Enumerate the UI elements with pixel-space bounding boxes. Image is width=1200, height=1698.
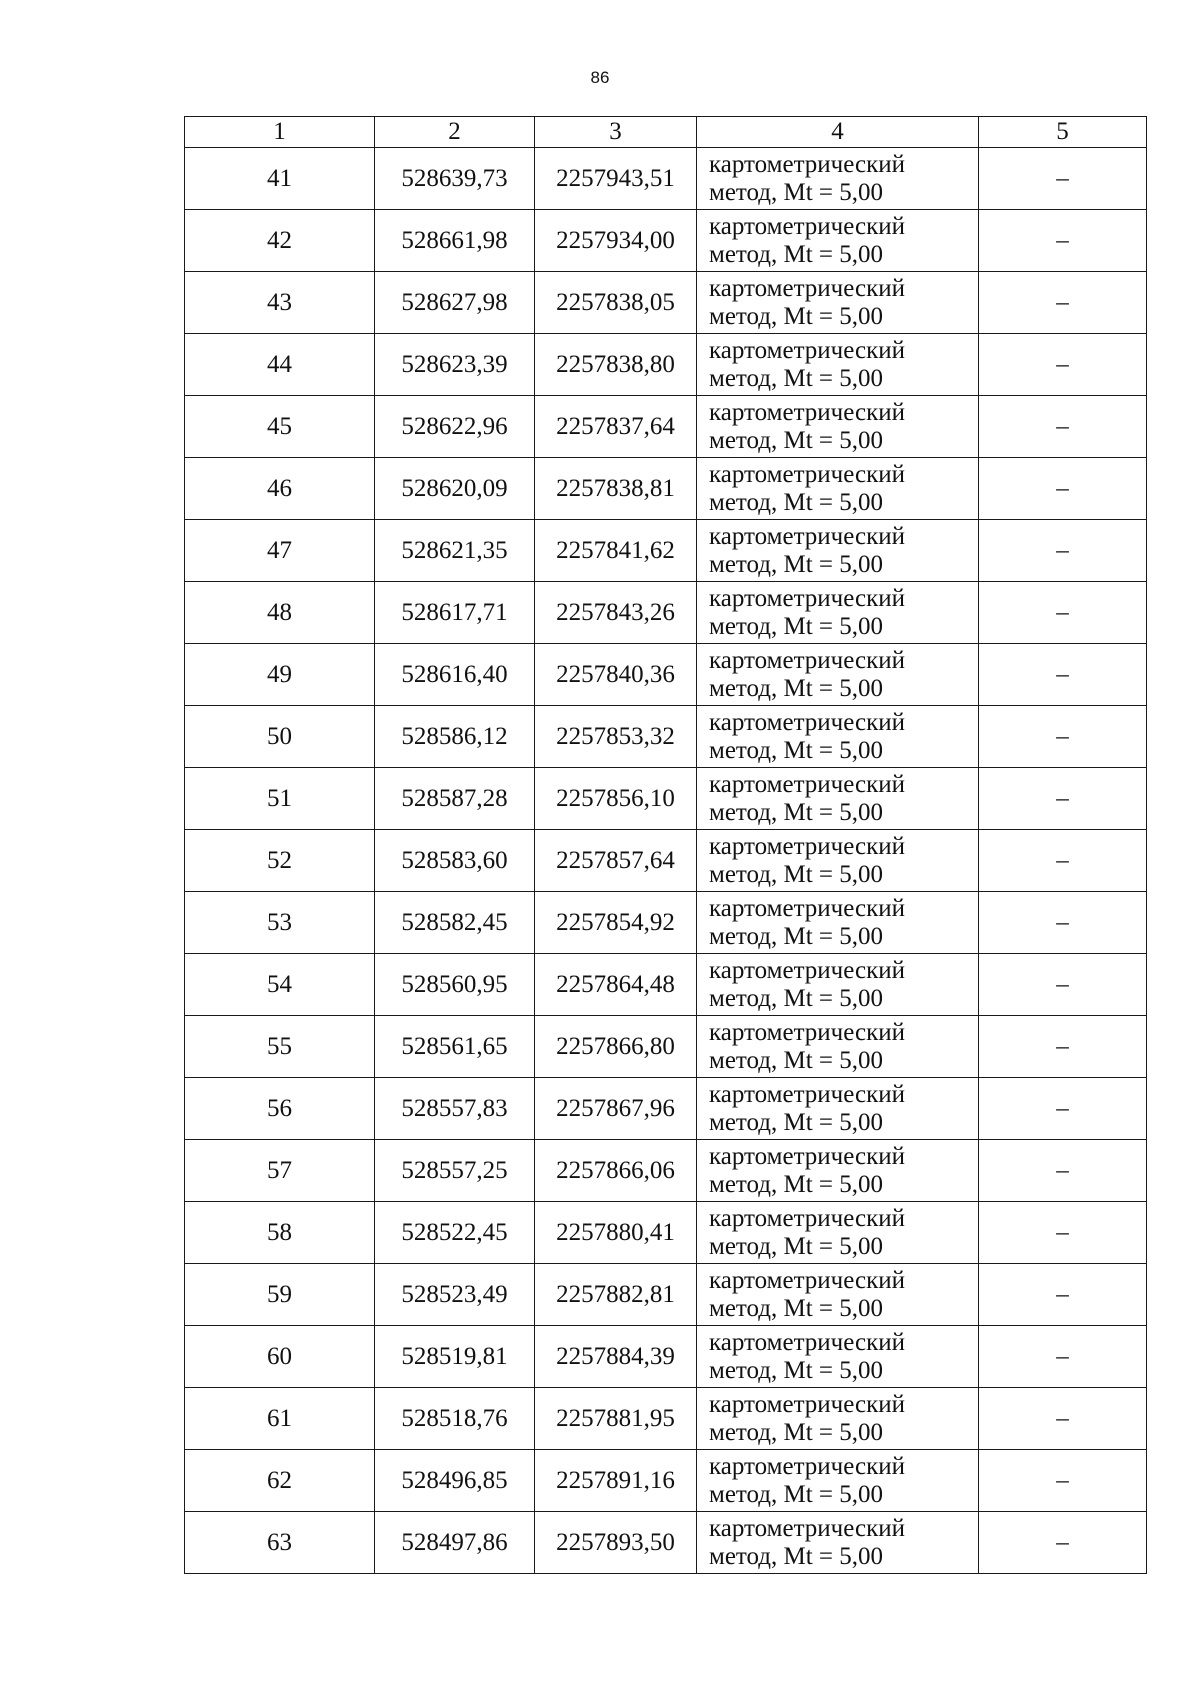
method-cell xyxy=(697,892,979,954)
x-coordinate-cell: 528623,39 xyxy=(375,334,535,396)
method-cell xyxy=(697,768,979,830)
table-row xyxy=(185,644,1147,706)
method-accuracy: метод, Mt = 5,00 xyxy=(709,798,884,826)
method-name: картометрический xyxy=(709,336,905,364)
method-cell xyxy=(697,582,979,644)
table-row xyxy=(185,706,1147,768)
method-name: картометрический xyxy=(709,398,905,426)
method-accuracy: метод, Mt = 5,00 xyxy=(709,922,884,950)
x-coordinate-cell: 528586,12 xyxy=(375,706,535,768)
method-name: картометрический xyxy=(709,274,905,302)
x-coordinate-cell: 528496,85 xyxy=(375,1450,535,1512)
table-row xyxy=(185,954,1147,1016)
column-header: 2 xyxy=(375,117,535,148)
y-coordinate-cell: 2257934,00 xyxy=(535,210,697,272)
note-cell: – xyxy=(979,1078,1147,1140)
note-cell: – xyxy=(979,334,1147,396)
method-accuracy: метод, Mt = 5,00 xyxy=(709,1046,884,1074)
y-coordinate-cell: 2257843,26 xyxy=(535,582,697,644)
note-cell: – xyxy=(979,1388,1147,1450)
point-number-cell: 43 xyxy=(185,272,375,334)
method-cell xyxy=(697,644,979,706)
x-coordinate-cell: 528518,76 xyxy=(375,1388,535,1450)
table-row xyxy=(185,334,1147,396)
column-header: 1 xyxy=(185,117,375,148)
table-row xyxy=(185,396,1147,458)
table-row xyxy=(185,272,1147,334)
method-name: картометрический xyxy=(709,646,905,674)
method-cell xyxy=(697,210,979,272)
table-row xyxy=(185,1264,1147,1326)
x-coordinate-cell: 528561,65 xyxy=(375,1016,535,1078)
table-row xyxy=(185,1016,1147,1078)
method-name: картометрический xyxy=(709,1142,905,1170)
y-coordinate-cell: 2257838,80 xyxy=(535,334,697,396)
y-coordinate-cell: 2257880,41 xyxy=(535,1202,697,1264)
method-cell xyxy=(697,1078,979,1140)
point-number-cell: 55 xyxy=(185,1016,375,1078)
method-cell xyxy=(697,830,979,892)
x-coordinate-cell: 528621,35 xyxy=(375,520,535,582)
method-name: картометрический xyxy=(709,1266,905,1294)
note-cell: – xyxy=(979,1264,1147,1326)
method-accuracy: метод, Mt = 5,00 xyxy=(709,1418,884,1446)
note-cell: – xyxy=(979,1202,1147,1264)
note-cell: – xyxy=(979,830,1147,892)
note-cell: – xyxy=(979,1016,1147,1078)
method-name: картометрический xyxy=(709,1390,905,1418)
method-cell xyxy=(697,1512,979,1574)
point-number-cell: 47 xyxy=(185,520,375,582)
y-coordinate-cell: 2257881,95 xyxy=(535,1388,697,1450)
method-accuracy: метод, Mt = 5,00 xyxy=(709,364,884,392)
method-name: картометрический xyxy=(709,584,905,612)
y-coordinate-cell: 2257867,96 xyxy=(535,1078,697,1140)
method-cell xyxy=(697,396,979,458)
method-accuracy: метод, Mt = 5,00 xyxy=(709,488,884,516)
method-accuracy: метод, Mt = 5,00 xyxy=(709,674,884,702)
note-cell: – xyxy=(979,768,1147,830)
method-name: картометрический xyxy=(709,832,905,860)
column-header: 3 xyxy=(535,117,697,148)
point-number-cell: 46 xyxy=(185,458,375,520)
method-accuracy: метод, Mt = 5,00 xyxy=(709,1480,884,1508)
point-number-cell: 48 xyxy=(185,582,375,644)
method-cell xyxy=(697,1326,979,1388)
y-coordinate-cell: 2257866,80 xyxy=(535,1016,697,1078)
method-name: картометрический xyxy=(709,212,905,240)
method-name: картометрический xyxy=(709,150,905,178)
method-name: картометрический xyxy=(709,1080,905,1108)
point-number-cell: 56 xyxy=(185,1078,375,1140)
method-accuracy: метод, Mt = 5,00 xyxy=(709,1294,884,1322)
x-coordinate-cell: 528639,73 xyxy=(375,148,535,210)
note-cell: – xyxy=(979,1512,1147,1574)
method-name: картометрический xyxy=(709,1204,905,1232)
y-coordinate-cell: 2257864,48 xyxy=(535,954,697,1016)
note-cell: – xyxy=(979,644,1147,706)
method-cell xyxy=(697,954,979,1016)
table-row xyxy=(185,1078,1147,1140)
point-number-cell: 58 xyxy=(185,1202,375,1264)
note-cell: – xyxy=(979,520,1147,582)
method-cell xyxy=(697,458,979,520)
table-row xyxy=(185,830,1147,892)
note-cell: – xyxy=(979,396,1147,458)
method-name: картометрический xyxy=(709,460,905,488)
x-coordinate-cell: 528560,95 xyxy=(375,954,535,1016)
note-cell: – xyxy=(979,210,1147,272)
y-coordinate-cell: 2257838,05 xyxy=(535,272,697,334)
method-accuracy: метод, Mt = 5,00 xyxy=(709,240,884,268)
note-cell: – xyxy=(979,458,1147,520)
column-header: 5 xyxy=(979,117,1147,148)
note-cell: – xyxy=(979,148,1147,210)
table-row xyxy=(185,148,1147,210)
x-coordinate-cell: 528620,09 xyxy=(375,458,535,520)
method-accuracy: метод, Mt = 5,00 xyxy=(709,1170,884,1198)
y-coordinate-cell: 2257866,06 xyxy=(535,1140,697,1202)
table-row xyxy=(185,892,1147,954)
note-cell: – xyxy=(979,272,1147,334)
method-cell xyxy=(697,334,979,396)
method-accuracy: метод, Mt = 5,00 xyxy=(709,426,884,454)
y-coordinate-cell: 2257841,62 xyxy=(535,520,697,582)
method-name: картометрический xyxy=(709,1514,905,1542)
method-cell xyxy=(697,1202,979,1264)
method-name: картометрический xyxy=(709,1328,905,1356)
method-cell xyxy=(697,1264,979,1326)
x-coordinate-cell: 528627,98 xyxy=(375,272,535,334)
y-coordinate-cell: 2257854,92 xyxy=(535,892,697,954)
method-accuracy: метод, Mt = 5,00 xyxy=(709,1542,884,1570)
x-coordinate-cell: 528622,96 xyxy=(375,396,535,458)
x-coordinate-cell: 528583,60 xyxy=(375,830,535,892)
note-cell: – xyxy=(979,1450,1147,1512)
x-coordinate-cell: 528661,98 xyxy=(375,210,535,272)
table-row xyxy=(185,1388,1147,1450)
method-cell xyxy=(697,1450,979,1512)
table-row xyxy=(185,520,1147,582)
point-number-cell: 45 xyxy=(185,396,375,458)
method-cell xyxy=(697,1016,979,1078)
x-coordinate-cell: 528616,40 xyxy=(375,644,535,706)
x-coordinate-cell: 528617,71 xyxy=(375,582,535,644)
method-accuracy: метод, Mt = 5,00 xyxy=(709,178,884,206)
method-cell xyxy=(697,1388,979,1450)
point-number-cell: 57 xyxy=(185,1140,375,1202)
method-accuracy: метод, Mt = 5,00 xyxy=(709,612,884,640)
table-header-row xyxy=(185,117,1147,148)
method-cell xyxy=(697,148,979,210)
method-cell xyxy=(697,1140,979,1202)
point-number-cell: 53 xyxy=(185,892,375,954)
table-row xyxy=(185,210,1147,272)
method-accuracy: метод, Mt = 5,00 xyxy=(709,1356,884,1384)
note-cell: – xyxy=(979,582,1147,644)
method-accuracy: метод, Mt = 5,00 xyxy=(709,302,884,330)
x-coordinate-cell: 528582,45 xyxy=(375,892,535,954)
y-coordinate-cell: 2257853,32 xyxy=(535,706,697,768)
table-row xyxy=(185,768,1147,830)
column-header: 4 xyxy=(697,117,979,148)
x-coordinate-cell: 528557,25 xyxy=(375,1140,535,1202)
point-number-cell: 59 xyxy=(185,1264,375,1326)
table-row xyxy=(185,582,1147,644)
y-coordinate-cell: 2257893,50 xyxy=(535,1512,697,1574)
method-accuracy: метод, Mt = 5,00 xyxy=(709,550,884,578)
note-cell: – xyxy=(979,954,1147,1016)
note-cell: – xyxy=(979,706,1147,768)
point-number-cell: 49 xyxy=(185,644,375,706)
table-row xyxy=(185,1202,1147,1264)
note-cell: – xyxy=(979,892,1147,954)
point-number-cell: 44 xyxy=(185,334,375,396)
table-row xyxy=(185,1326,1147,1388)
x-coordinate-cell: 528523,49 xyxy=(375,1264,535,1326)
x-coordinate-cell: 528522,45 xyxy=(375,1202,535,1264)
point-number-cell: 41 xyxy=(185,148,375,210)
y-coordinate-cell: 2257840,36 xyxy=(535,644,697,706)
table-row xyxy=(185,1140,1147,1202)
page-number: 86 xyxy=(590,68,610,87)
method-accuracy: метод, Mt = 5,00 xyxy=(709,736,884,764)
y-coordinate-cell: 2257837,64 xyxy=(535,396,697,458)
table-row xyxy=(185,1450,1147,1512)
method-cell xyxy=(697,272,979,334)
point-number-cell: 52 xyxy=(185,830,375,892)
x-coordinate-cell: 528557,83 xyxy=(375,1078,535,1140)
y-coordinate-cell: 2257856,10 xyxy=(535,768,697,830)
point-number-cell: 50 xyxy=(185,706,375,768)
method-name: картометрический xyxy=(709,1452,905,1480)
point-number-cell: 42 xyxy=(185,210,375,272)
method-accuracy: метод, Mt = 5,00 xyxy=(709,984,884,1012)
method-accuracy: метод, Mt = 5,00 xyxy=(709,1232,884,1260)
method-name: картометрический xyxy=(709,522,905,550)
table-body xyxy=(185,117,1147,1574)
point-number-cell: 62 xyxy=(185,1450,375,1512)
note-cell: – xyxy=(979,1140,1147,1202)
x-coordinate-cell: 528519,81 xyxy=(375,1326,535,1388)
method-name: картометрический xyxy=(709,956,905,984)
y-coordinate-cell: 2257891,16 xyxy=(535,1450,697,1512)
table-row xyxy=(185,1512,1147,1574)
method-cell xyxy=(697,706,979,768)
method-accuracy: метод, Mt = 5,00 xyxy=(709,1108,884,1136)
point-number-cell: 51 xyxy=(185,768,375,830)
y-coordinate-cell: 2257882,81 xyxy=(535,1264,697,1326)
y-coordinate-cell: 2257884,39 xyxy=(535,1326,697,1388)
x-coordinate-cell: 528497,86 xyxy=(375,1512,535,1574)
point-number-cell: 63 xyxy=(185,1512,375,1574)
method-name: картометрический xyxy=(709,770,905,798)
y-coordinate-cell: 2257838,81 xyxy=(535,458,697,520)
point-number-cell: 54 xyxy=(185,954,375,1016)
point-number-cell: 60 xyxy=(185,1326,375,1388)
y-coordinate-cell: 2257857,64 xyxy=(535,830,697,892)
table-row xyxy=(185,458,1147,520)
point-number-cell: 61 xyxy=(185,1388,375,1450)
method-name: картометрический xyxy=(709,1018,905,1046)
x-coordinate-cell: 528587,28 xyxy=(375,768,535,830)
method-name: картометрический xyxy=(709,708,905,736)
method-name: картометрический xyxy=(709,894,905,922)
y-coordinate-cell: 2257943,51 xyxy=(535,148,697,210)
coordinates-table xyxy=(184,116,1147,1574)
note-cell: – xyxy=(979,1326,1147,1388)
method-accuracy: метод, Mt = 5,00 xyxy=(709,860,884,888)
method-cell xyxy=(697,520,979,582)
